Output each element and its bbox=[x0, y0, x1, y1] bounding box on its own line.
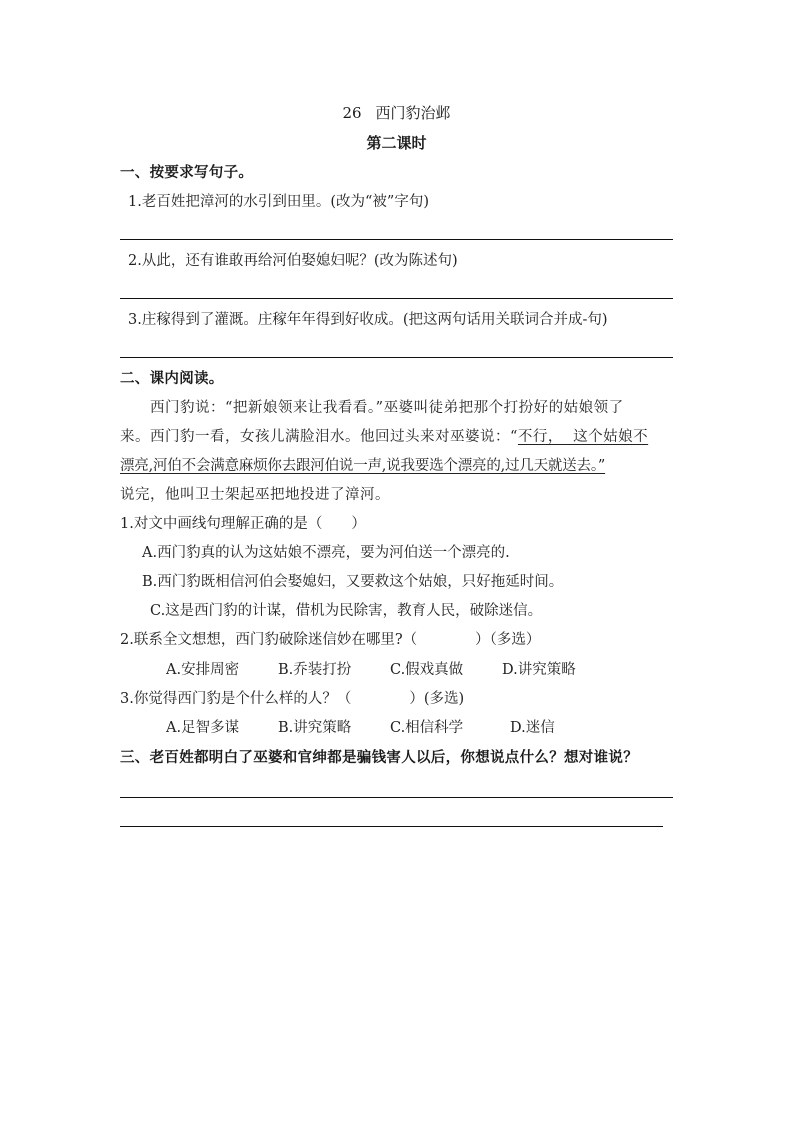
passage-line-3 bbox=[120, 456, 605, 476]
answer-line-5[interactable] bbox=[120, 826, 663, 827]
underlined-sentence-part-1: 不行， 这个姑娘不 bbox=[517, 429, 649, 445]
page-title bbox=[0, 103, 793, 123]
s2-q3-option-d[interactable]: D.迷信 bbox=[510, 720, 555, 736]
section1-heading: 一、按要求写句子。 bbox=[120, 165, 254, 181]
passage-line-1: 西门豹说：“把新娘领来让我看看。”巫婆叫徒弟把那个打扮好的姑娘领了 bbox=[150, 400, 624, 416]
underlined-sentence-part-2: 漂亮,河伯不会满意麻烦你去跟河伯说一声,说我要选个漂亮的,过几天就送去。” bbox=[120, 458, 606, 474]
passage-line-2 bbox=[120, 427, 648, 447]
answer-line-2[interactable] bbox=[120, 298, 673, 299]
s2-q2-option-a[interactable]: A.安排周密 bbox=[166, 662, 240, 678]
s2-q2-option-c[interactable]: C.假戏真做 bbox=[390, 662, 464, 678]
section2-heading: 二、课内阅读。 bbox=[120, 371, 224, 387]
answer-line-1[interactable] bbox=[120, 239, 673, 240]
passage-line-2-plain: 来。西门豹一看，女孩儿满脸泪水。他回过头来对巫婆说：“ bbox=[120, 429, 518, 445]
s2-q3-option-c[interactable]: C.相信科学 bbox=[390, 720, 464, 736]
lesson-number: 26 bbox=[342, 104, 362, 122]
s2-q2-option-b[interactable]: B.乔装打扮 bbox=[278, 662, 352, 678]
s2-q3-option-a[interactable]: A.足智多谋 bbox=[166, 720, 240, 736]
answer-line-3[interactable] bbox=[120, 357, 673, 358]
s2-question-1: 1.对文中画线句理解正确的是（ ） bbox=[120, 516, 366, 532]
s2-question-3: 3.你觉得西门豹是个什么样的人？（ ）(多选) bbox=[120, 691, 465, 707]
answer-line-4[interactable] bbox=[120, 797, 673, 798]
section3-heading: 三、老百姓都明白了巫婆和官绅都是骗钱害人以后，你想说点什么？想对谁说？ bbox=[120, 750, 638, 766]
s2-q1-option-b[interactable]: B.西门豹既相信河伯会娶媳妇，又要救这个姑娘，只好拖延时间。 bbox=[142, 574, 564, 590]
s2-q3-option-b[interactable]: B.讲究策略 bbox=[278, 720, 352, 736]
passage-line-4: 说完，他叫卫士架起巫把地投进了漳河。 bbox=[120, 487, 390, 503]
s1-question-2: 2.从此，还有谁敢再给河伯娶媳妇呢？(改为陈述句) bbox=[128, 253, 458, 269]
page-subtitle: 第二课时 bbox=[366, 134, 427, 152]
lesson-title: 西门豹治邺 bbox=[375, 104, 451, 122]
s2-question-2: 2.联系全文想想，西门豹破除迷信妙在哪里?（ ）（多选） bbox=[120, 632, 541, 648]
s2-q2-option-d[interactable]: D.讲究策略 bbox=[502, 662, 576, 678]
s1-question-1: 1.老百姓把漳河的水引到田里。(改为“被”字句) bbox=[128, 194, 429, 210]
s2-q1-option-a[interactable]: A.西门豹真的认为这姑娘不漂亮，要为河伯送一个漂亮的. bbox=[142, 545, 510, 561]
s2-q1-option-c[interactable]: C.这是西门豹的计谋，借机为民除害，教育人民，破除迷信。 bbox=[150, 603, 543, 619]
s1-question-3: 3.庄稼得到了灌溉。庄稼年年得到好收成。(把这两句话用关联词合并成-句) bbox=[128, 312, 608, 328]
